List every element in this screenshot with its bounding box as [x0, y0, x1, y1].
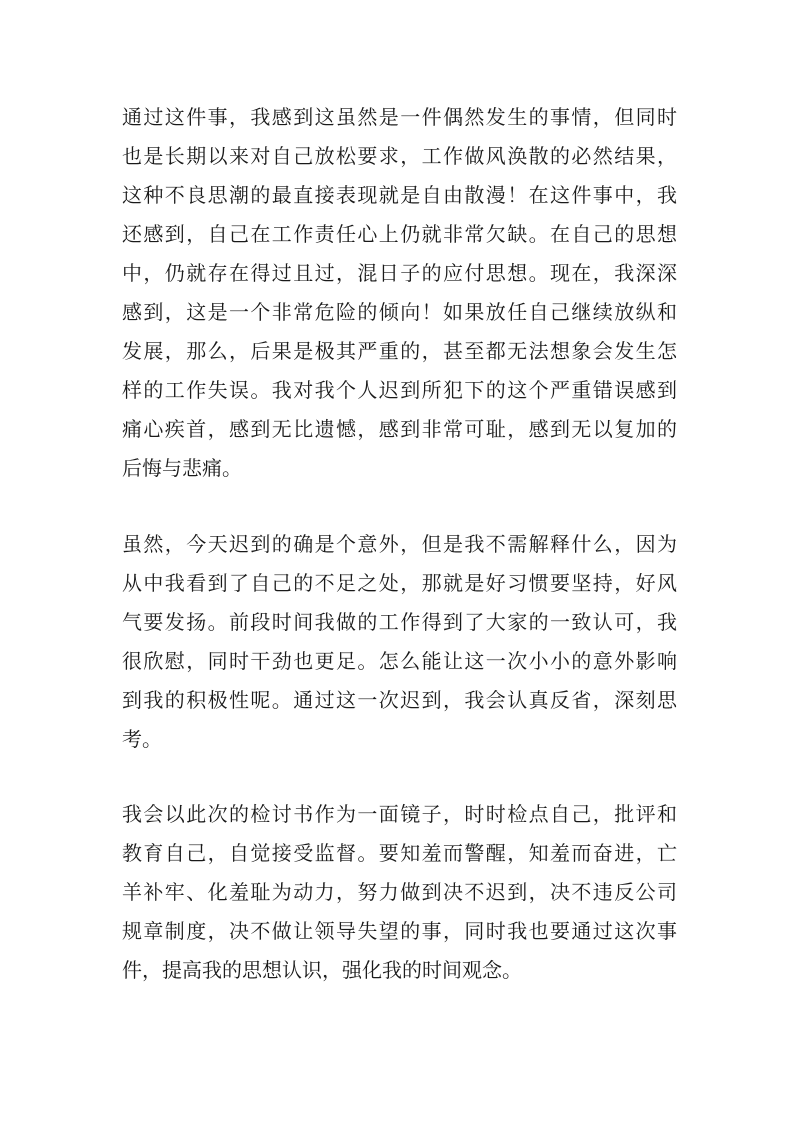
- paragraph-2-line-5: 到我的积极性呢。通过这一次迟到，我会认真反省，深刻思: [122, 688, 677, 712]
- paragraph-1-line-1: 通过这件事，我感到这虽然是一件偶然发生的事情，但同时: [122, 105, 677, 129]
- paragraph-1-line-8: 样的工作失误。我对我个人迟到所犯下的这个严重错误感到: [122, 378, 677, 402]
- paragraph-3-line-3: 羊补牢、化羞耻为动力，努力做到决不迟到，决不违反公司: [122, 880, 677, 904]
- paragraph-1-line-5: 中，仍就存在得过且过，混日子的应付思想。现在，我深深: [122, 261, 677, 285]
- paragraph-2-line-1: 虽然，今天迟到的确是个意外，但是我不需解释什么，因为: [122, 532, 677, 556]
- paragraph-1-line-10: 后悔与悲痛。: [122, 456, 242, 480]
- paragraph-3-line-1: 我会以此次的检讨书作为一面镜子，时时检点自己，批评和: [122, 802, 677, 826]
- paragraph-2-line-3: 气要发扬。前段时间我做的工作得到了大家的一致认可，我: [122, 610, 677, 634]
- paragraph-3-line-5: 件，提高我的思想认识，强化我的时间观念。: [122, 958, 522, 982]
- paragraph-3-line-4: 规章制度，决不做让领导失望的事，同时我也要通过这次事: [122, 919, 677, 943]
- paragraph-2-line-6: 考。: [122, 727, 162, 751]
- paragraph-1-line-9: 痛心疾首，感到无比遗憾，感到非常可耻，感到无以复加的: [122, 417, 677, 441]
- paragraph-1-line-4: 还感到，自己在工作责任心上仍就非常欠缺。在自己的思想: [122, 222, 677, 246]
- paragraph-2-line-2: 从中我看到了自己的不足之处，那就是好习惯要坚持，好风: [122, 571, 677, 595]
- paragraph-2-line-4: 很欣慰，同时干劲也更足。怎么能让这一次小小的意外影响: [122, 649, 677, 673]
- paragraph-1-line-2: 也是长期以来对自己放松要求，工作做风涣散的必然结果，: [122, 144, 677, 168]
- paragraph-1-line-3: 这种不良思潮的最直接表现就是自由散漫！在这件事中，我: [122, 183, 677, 207]
- paragraph-3-line-2: 教育自己，自觉接受监督。要知羞而警醒，知羞而奋进，亡: [122, 841, 677, 865]
- paragraph-1-line-7: 发展，那么，后果是极其严重的，甚至都无法想象会发生怎: [122, 339, 677, 363]
- paragraph-1-line-6: 感到，这是一个非常危险的倾向！如果放任自己继续放纵和: [122, 300, 677, 324]
